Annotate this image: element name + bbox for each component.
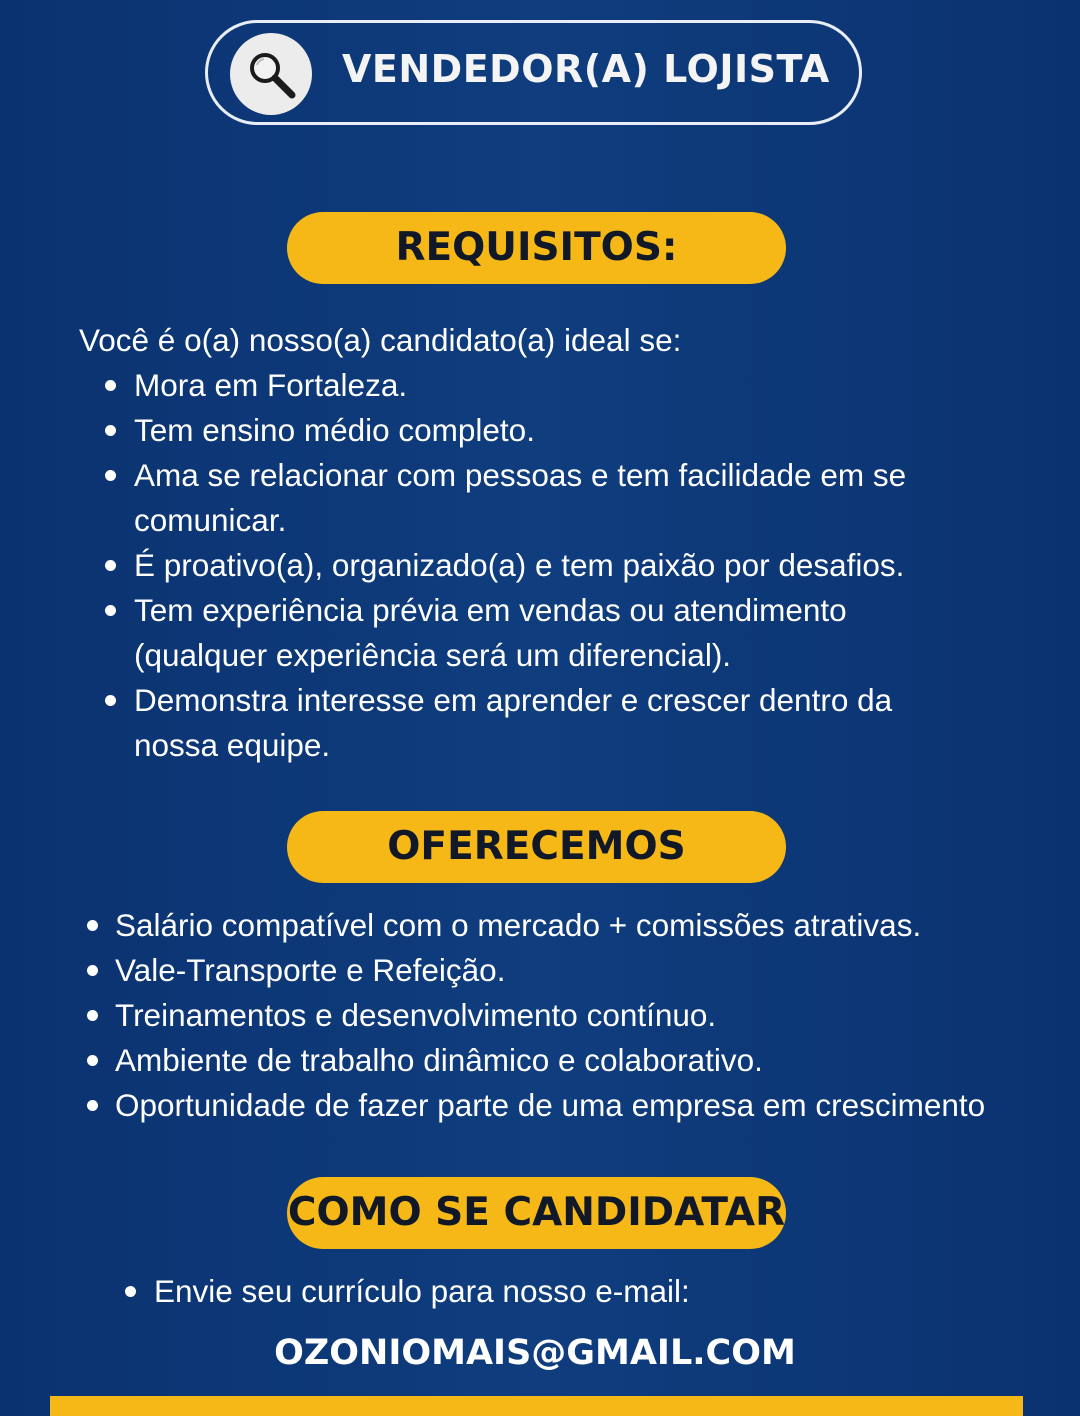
list-item-text: Tem experiência prévia em vendas ou atendimento (qualquer experiência será um diferencial). [134, 592, 847, 673]
list-item-text: Salário compatível com o mercado + comissões atrativas. [115, 907, 922, 943]
bullet-icon [87, 965, 98, 976]
list-item [154, 1269, 954, 1314]
list-item [115, 993, 1015, 1038]
list-item-text: Mora em Fortaleza. [134, 367, 408, 403]
list-item-text: Envie seu currículo para nosso e-mail: [154, 1273, 690, 1309]
oferecemos-heading: OFERECEMOS [287, 811, 786, 883]
list-item-text: Ambiente de trabalho dinâmico e colaborativo. [115, 1042, 763, 1078]
search-badge [230, 33, 312, 115]
bullet-icon [105, 470, 116, 481]
bottom-accent-bar [50, 1396, 1023, 1416]
list-item-text: Oportunidade de fazer parte de uma empresa em crescimento [115, 1087, 986, 1123]
list-item-text: Demonstra interesse em aprender e crescer dentro da nossa equipe. [134, 682, 893, 763]
list-item-text: Treinamentos e desenvolvimento contínuo. [115, 997, 717, 1033]
list-item [134, 453, 984, 543]
list-item [134, 408, 984, 453]
list-item [115, 903, 1015, 948]
bullet-icon [105, 560, 116, 571]
bullet-icon [105, 425, 116, 436]
magnifier-icon [244, 47, 298, 101]
bullet-icon [87, 1055, 98, 1066]
list-item [115, 948, 1015, 993]
list-item [134, 588, 984, 678]
bullet-icon [105, 380, 116, 391]
list-item [134, 363, 984, 408]
requisitos-intro: Você é o(a) nosso(a) candidato(a) ideal se: [79, 322, 682, 358]
candidatar-heading: COMO SE CANDIDATAR [287, 1177, 786, 1249]
bullet-icon [87, 1100, 98, 1111]
list-item [115, 1083, 1015, 1128]
bullet-icon [105, 605, 116, 616]
oferecemos-list [115, 903, 1015, 1128]
candidatar-list [154, 1269, 954, 1314]
list-item [134, 678, 984, 768]
job-title: VENDEDOR(A) LOJISTA [342, 47, 830, 91]
requisitos-heading: REQUISITOS: [287, 212, 786, 284]
list-item-text: Ama se relacionar com pessoas e tem facilidade em se comunicar. [134, 457, 907, 538]
list-item-text: Vale-Transporte e Refeição. [115, 952, 506, 988]
contact-email: OZONIOMAIS@GMAIL.COM [274, 1333, 796, 1373]
list-item-text: Tem ensino médio completo. [134, 412, 535, 448]
bullet-icon [87, 1010, 98, 1021]
bullet-icon [87, 920, 98, 931]
list-item-text: É proativo(a), organizado(a) e tem paixão por desafios. [134, 547, 905, 583]
list-item [134, 543, 984, 588]
bullet-icon [125, 1286, 136, 1297]
bullet-icon [105, 695, 116, 706]
requisitos-list [134, 363, 984, 768]
list-item [115, 1038, 1015, 1083]
